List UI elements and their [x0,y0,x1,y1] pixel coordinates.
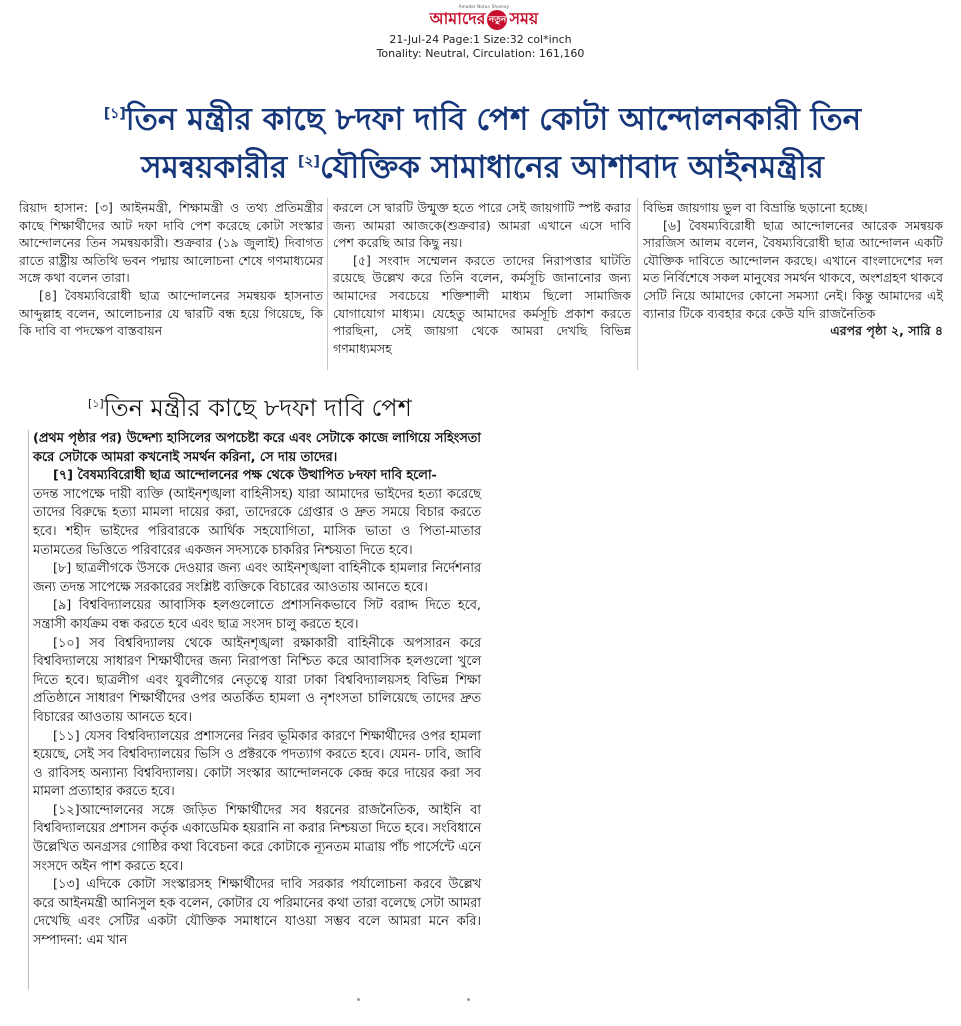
clip-meta-date-page: 21-Jul-24 Page:1 Size:32 col*inch [389,33,572,46]
col1-paragraph-2: [৪] বৈষম্যবিরোধী ছাত্র আন্দোলনের সমন্বয়ক হাসনাত আব্দুল্লাহ বলেন, আলোচনার যে দ্বারটি বন্ধ হয়ে গিয়েছে, কি কি দাবি বা পদক্ষেপ বাস্তবায়ন [19,287,323,339]
clip-meta-tonality: Tonality: Neutral, Circulation: 161,160 [376,47,585,60]
continuation-mark: [১] [88,397,104,410]
column-divider [637,198,638,370]
col2-paragraph-1: করলে সে দ্বারটি উন্মুক্ত হতে পারে সেই জায়গাটি স্পষ্ট করার জন্য আমরা আজকে(শুক্রবার) আমরা এখানে এসে দাবি পেশ করেছি আর কিছু নয়। [333,200,631,251]
demand-7: তদন্ত সাপেক্ষে দায়ী ব্যক্তি (আইনশৃঙ্খলা বাহিনীসহ) যারা আমাদের ভাইদের হত্যা করেছে তাদের বিরুদ্ধে হত্যা মামলা দায়ের করা, তাদেরকে গ্রেপ্তার ও দ্রুত সময়ে বিচার করতে হবে। শহীদ ভাইদের পরিবারকে আর্থিক সহযোগিতা, মাসিক ভাতা ও পিতা-মাতার মতামতের ভিত্তিতে পরিবারের একজন সদস্যকে চাকরির নিশ্চয়তা দিতে হবে। [33,486,481,558]
continuation-body [33,430,481,951]
headline-text-1: তিন মন্ত্রীর কাছে ৮দফা দাবি পেশ কোটা আন্দোলনকারী তিন [125,101,862,138]
demand-9: [৯] বিশ্ববিদ্যালয়ের আবাসিক হলগুলোতে প্রশাসনিকভাবে সিট বরাদ্দ দিতে হবে, সন্ত্রাসী কার্যক্রম বন্ধ করতে হবে এবং ছাত্র সংসদ চালু করতে হবে। [33,598,481,632]
scan-dot [357,998,360,1001]
col3-paragraph-1: বিভিন্ন জায়গায় ভুল বা বিভ্রান্তি ছড়ানো হচ্ছে। [643,200,868,215]
demand-12: [১২]আন্দোলনের সঙ্গে জড়িত শিক্ষার্থীদের সব ধরনের রাজনৈতিক, আইনি বা বিশ্ববিদ্যালয়ের প্রশাসন কর্তৃক একাডেমিক হয়রানি না করার নিশ্চয়তা দিতে হবে। সংবিধানে উল্লেখিত অনগ্রসর গোষ্ঠির কথা বিবেচনা করে কোটাকে ন্যূনতম মাত্রায় পাঁচ পার্সেন্টে এনে সংসদে অইন পাশ করতে হবে। [33,802,481,874]
paragraph-13: [১৩] এদিকে কোটা সংস্কারসহ শিক্ষার্থীদের দাবি সরকার পর্যালোচনা করবে উল্লেখ করে আইনমন্ত্রী আনিসুল হক বলেন, কোটার যে পরিমানের কথা তারা বলেছে সেটা আমরা দেখেছি এবং সেটির একটা যৌক্তিক সমাধানে যাওয়া সম্ভব বলে আমরা মনে করি। সম্পাদনা: এম খান [33,877,481,949]
demands-lead: [৭] বৈষম্যবিরোধী ছাত্র আন্দোলনের পক্ষ থেকে উত্থাপিত ৮দফা দাবি হলো- [53,468,437,484]
logo-name-right: সময় [509,9,539,28]
headline-line-1 [20,95,945,138]
headline-text-2b: যৌক্তিক সামাধানের আশাবাদ আইনমন্ত্রীর [319,149,824,186]
continuation-left-rule [28,430,29,990]
col1-paragraph-1: রিয়াদ হাসান: [৩] আইনমন্ত্রী, শিক্ষামন্ত্রী ও তথ্য প্রতিমন্ত্রীর কাছে শিক্ষার্থীদের আট দফা দাবি পেশ করেছে কোটা সংস্কার আন্দোলনের তিন সমন্বয়কারী। শুক্রবার (১৯ জুলাই) দিবাগত রাতে রাষ্ট্রীয় অতিথি ভবন পদ্মায় আলোচনা শেষে গণমাধ্যমের সঙ্গে কথা বলেন তারা। [19,200,323,286]
col2-paragraph-2: [৫] সংবাদ সম্মেলন করতে তাদের নিরাপত্তার ঘাটতি রয়েছে উল্লেখ করে তিনি বলেন, কর্মসূচি জানানোর জন্য আমাদের সবচেয়ে শক্তিশালী মাধ্যম ছিলো সামাজিক যোগাযোগ মাধ্যম। যেহেতু আমাদের কর্মসূচি প্রকাশ করতে পারছিনা, সেই জায়গা থেকে আমরা দেখছি বিভিন্ন গণমাধ্যমসহ [333,252,631,356]
column-divider [327,198,328,370]
logo-seal: নতুন [487,10,507,30]
article-column-1 [19,199,323,340]
headline-line-2 [20,143,945,186]
demand-8: [৮] ছাত্রলীগকে উসকে দেওয়ার জন্য এবং আইনশৃঙ্খলা বাহিনীকে হামলার নির্দেশনার জন্য তদন্ত সাপেক্ষে সরকারের সংশ্লিষ্ট ব্যক্তিকে বিচারের আওতায় আনতে হবে। [33,561,481,595]
headline-mark-1: [১] [103,106,126,122]
scan-dot [467,998,470,1001]
logo-name-left: আমাদের [429,9,486,28]
continuation-intro [33,430,481,467]
newspaper-logo [411,4,557,30]
continuation-title-text: তিন মন্ত্রীর কাছে ৮দফা দাবি পেশ [103,394,412,422]
headline-text-2a: সমন্বয়কারীর [141,149,288,186]
col3-paragraph-2: [৬] বৈষম্যবিরোধী ছাত্র আন্দোলনের আরেক সমন্বয়ক সারজিস আলম বলেন, বৈষম্যবিরোধী ছাত্র আন্দোলন একটি যৌক্তিক দাবিতে আন্দোলন করছে। এখানে বাংলাদেশের দল মত নির্বিশেষে সকল মানুষের সমর্থন থাকবে, অংশগ্রহণ থাকবে সেটি নিয়ে আমাদের কোনো সমস্যা নেই। কিন্তু আমাদের এই ব্যানার টিকে ব্যবহার করে কেউ যদি রাজনৈতিক [643,217,943,321]
article-column-2 [333,199,631,357]
demand-10: [১০] সব বিশ্ববিদ্যালয় থেকে আইনশৃঙ্খলা রক্ষাকারী বাহিনীকে অপসারন করে বিশ্ববিদ্যালয়ে সাধারণ শিক্ষার্থীদের জন্য নিরাপত্তা নিশ্চিত করে আবাসিক হলগুলো খুলে দিতে হবে। ছাত্রলীগ এবং যুবলীগের নেতৃত্বে যারা ঢাকা বিশ্ববিদ্যালয়সহ বিভিন্ন শিক্ষা প্রতিষ্ঠানে সাধারণ শিক্ষার্থীদের ওপর অতর্কিত হামলা ও নৃশংসতা চালিয়েছে তাদের দ্রুত বিচারের আওতায় আনতে হবে। [33,635,481,725]
article-column-3 [643,199,943,340]
logo-small-line: Amader Notun Shomoy [458,4,510,9]
from-front-page: (প্রথম পৃষ্ঠার পর) [33,431,123,446]
headline-mark-2: [২] [298,154,320,170]
logo-wordmark [411,8,557,30]
jump-line: এরপর পৃষ্ঠা ২, সারি ৪ [830,323,943,339]
intro-text: উদ্দেশ্য হাসিলের অপচেষ্টা করে এবং সেটাকে কাজে লাগিয়ে সহিংসতা করে সেটাকে আমরা কখনোই সমর্থন করিনা, সে দায় তাদের। [33,431,481,465]
continuation-title [88,388,608,424]
demand-11: [১১] যেসব বিশ্ববিদ্যালয়ের প্রশাসনের নিরব ভূমিকার কারণে শিক্ষার্থীদের ওপর হামলা হয়েছে, সেই সব বিশ্ববিদ্যালয়ের ভিসি ও প্রক্টরকে পদত্যাগ করতে হবে। যেমন- ঢাবি, জাবি ও রাবিসহ অন্যান্য বিশ্ববিদ্যালয়। কোটা সংস্কার আন্দোলনকে কেন্দ্র করে দায়ের করা সব মামলা প্রত্যাহার করতে হবে। [33,728,481,800]
